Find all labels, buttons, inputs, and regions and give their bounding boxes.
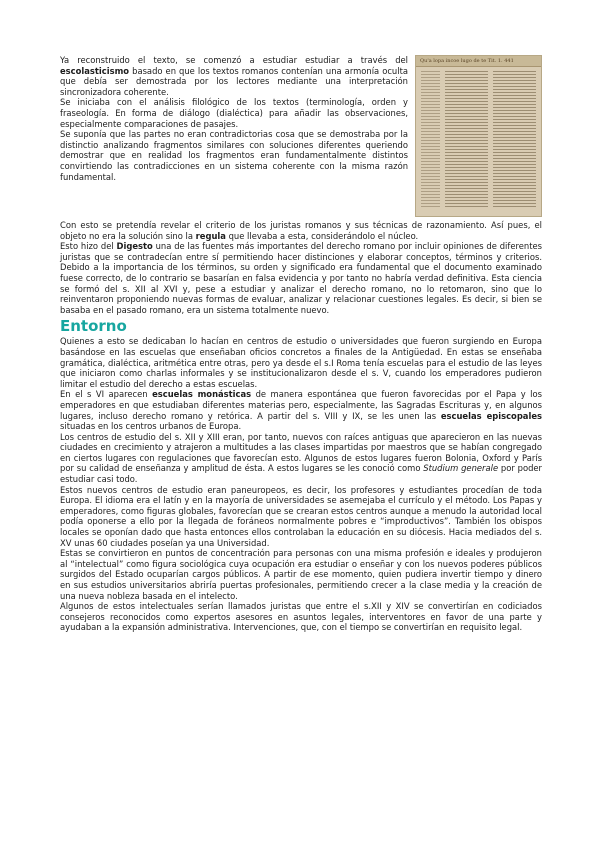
paragraph-juristas: Algunos de estos intelectuales serían llamados juristas que entre el s.XII y XIV se convertirían en codiciados consejeros reconocidos como expertos asesores en asuntos legales, interventores en favor de una parte y ayudaban a la expansión administrativa. Intervenciones, que, con el tiempo se convertirían en requisito legal. <box>60 601 542 633</box>
document-page <box>60 55 542 633</box>
paragraph-digesto: Esto hizo del Digesto una de las fuentes más importantes del derecho romano por incluir opiniones de diferentes juristas que se contradecían entre sí permitiendo hacer distinciones y elaborar conceptos, términos y criterios. Debido a la importancia de los términos, su orden y significado era fundamental que el documento examinado fuese correcto, de lo contrario se basarían en falsa evidencia y por tanto no habría verdad definitiva. Esta ciencia se formó del s. XII al XVI y, pese a estudiar y analizar el derecho romano, no lo retomaron, sino que lo reinventaron proponiendo nuevas formas de evaluar, analizar y relacionar cuestiones legales. Es decir, si bien se basaba en el pasado romano, era un sistema totalmente nuevo. <box>60 241 542 315</box>
intro-block <box>60 55 542 225</box>
paragraph-escuelas: Quienes a esto se dedicaban lo hacían en centros de estudio o universidades que fueron surgiendo en Europa basándose en las escuelas que enseñaban oficios concretos a finales de la Antigüedad. En estas se enseñaba gramática, dialéctica, aritmética entre otras, pero ya desde el s.I Roma tenía escuelas para el estudio de las leyes que iniciaron como charlas informales y se institucionalizaron desde el s. V, cuando los emperadores pudieron limitar el estudio del derecho a estas escuelas. <box>60 336 542 389</box>
manuscript-text-columns <box>416 67 541 213</box>
section-heading-entorno: Entorno <box>60 317 127 336</box>
paragraph-intelectual: Estas se convirtieron en puntos de concentración para personas con una misma profesión e ideales y produjeron al “intelectual” como figura sociológica cuya ocupación era estudiar o enseñar y con los nuevos poderes públicos surgidos del Estado ocuparían cargos públicos. A partir de ese momento, quien pudiera invertir tiempo y dinero en sus estudios universitarios abriría puertas profesionales, permitiendo crecer a la clase media y la creación de una nueva nobleza basada en el intelecto. <box>60 548 542 601</box>
paragraph-analisis: Se iniciaba con el análisis filológico de los textos (terminología, orden y fraseología. En forma de diálogo (dialéctica) para añadir las observaciones, especialmente comparaciones de pasajes. <box>60 97 408 129</box>
paragraph-studium-generale: Los centros de estudio del s. XII y XIII eran, por tanto, nuevos con raíces antiguas que aparecieron en las nuevas ciudades en crecimiento y atrajeron a multitudes a las clases impartidas por maestros que se habían congregado en ciertos lugares con regulaciones que favorecían esto. Algunos de estos lugares fueron Bolonia, Oxford y París por su calidad de enseñanza y amplitud de ésta. A estos lugares se les conoció como Studium generale por poder estudiar casi todo. <box>60 431 542 485</box>
paragraph-paneuropeos: Estos nuevos centros de estudio eran paneuropeos, es decir, los profesores y estudiantes procedían de toda Europa. El idioma era el latín y en la mayoría de universidades se asemejaba el currículo y el método. Los Papas y emperadores, como figuras globales, favorecían que se crearan estos centros aunque a menudo la autoridad local podía oponerse a ello por la llegada de foráneos normalmente pobres e “improductivos”. También los obispos locales se oponían dado que hasta entonces ellos controlaban la educación en su diócesis. Hacia mediados del s. XV unas 60 ciudades poseían ya una Universidad. <box>60 484 542 548</box>
term-studium-generale: Studium generale <box>423 463 499 474</box>
manuscript-page-image <box>415 55 542 217</box>
term-escuelas-monasticas: escuelas monásticas <box>152 389 252 400</box>
paragraph-escuelas-monasticas: En el s VI aparecen escuelas monásticas de manera espontánea que fueron favorecidas por el Papa y los emperadores en que estudiaban diferentes materias pero, especialmente, las Sagradas Escrituras y, en algunos lugares, incluso derecho romano y retórica. A partir del s. VIII y IX, se les unen las escuelas episcopales situadas en los centros urbanos de Europa. <box>60 389 542 432</box>
term-regula: regula <box>195 230 226 241</box>
paragraph-escolasticismo: Ya reconstruido el texto, se comenzó a estudiar estudiar a través del escolasticismo basado en que los textos romanos contenían una armonía oculta que debía ser demostrada por los lectores mediante una interpretación sincronizadora coherente. <box>60 55 408 97</box>
manuscript-header: Qu'a lopa incoe lugo de te Tit. 1. 441 <box>416 56 541 67</box>
manuscript-column-right <box>493 71 536 209</box>
manuscript-column-left <box>445 71 488 209</box>
intro-text-column <box>60 55 408 182</box>
paragraph-regula: Con esto se pretendía revelar el criterio de los juristas romanos y sus técnicas de razonamiento. Así pues, el objeto no era la solución sino la regula que llevaba a esta, considerándolo el núcleo. <box>60 220 542 241</box>
term-escuelas-episcopales: escuelas episcopales <box>440 410 542 421</box>
paragraph-distinctio: Se suponía que las partes no eran contradictorias cosa que se demostraba por la distinctio analizando fragmentos similares con soluciones diferentes queriendo demostrar que en realidad los fragmentos eran fundamentalmente distintos convirtiendo las contradicciones en un sistema coherente con la misma razón fundamental. <box>60 129 408 182</box>
term-digesto: Digesto <box>116 241 153 252</box>
term-escolasticismo: escolasticismo <box>60 65 130 76</box>
manuscript-margin-gloss <box>421 71 440 209</box>
